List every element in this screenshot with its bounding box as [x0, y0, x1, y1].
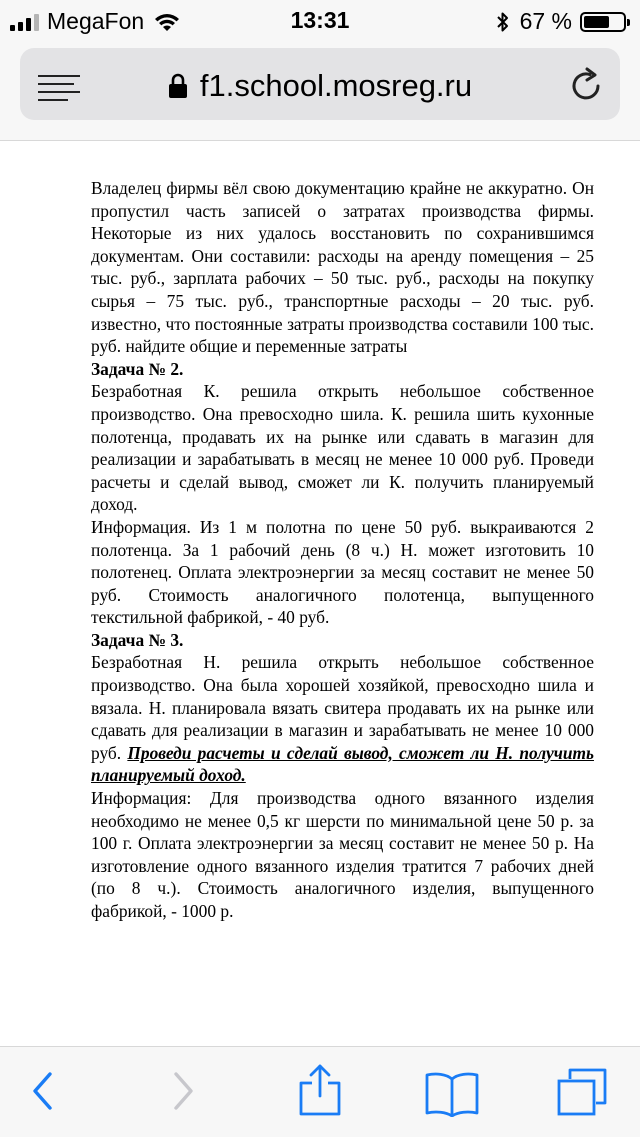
task2-info: Информация. Из 1 м полотна по цене 50 руб. выкраиваются 2 полотенца. За 1 рабочий день (8 ч.) Н. может изготовить 10 полотенец. Оплата электроэнергии за месяц составит не менее 50 руб. Стоимость аналогичного полотенца, выпущенного текстильной фабрикой, - 40 руб.: [91, 516, 594, 628]
clock: 13:31: [290, 7, 350, 33]
share-icon[interactable]: [298, 1063, 342, 1117]
url-text: f1.school.mosreg.ru: [199, 68, 473, 103]
task3-info: Информация: Для производства одного вязанного изделия необходимо не менее 0,5 кг шерсти по минимальной цене 50 р. за 100 г. Оплата электроэнергии за месяц составит не менее 50 р. На изготовление одного вязанного изделия тратится 7 рабочих дней (по 8 ч.). Стоимость аналогичного изделия, выпущенного фабрикой, - 1000 р.: [91, 788, 594, 921]
battery-percent: 67 %: [519, 8, 572, 34]
bookmarks-icon[interactable]: [424, 1071, 480, 1117]
task3-title: Задача № 3.: [91, 629, 184, 650]
status-right: [496, 8, 626, 35]
task2-title: Задача № 2.: [91, 358, 184, 379]
reload-icon[interactable]: [570, 66, 604, 102]
document-page: [91, 177, 594, 923]
carrier-name: MegaFon: [47, 8, 145, 34]
task3-paragraph: [91, 651, 594, 787]
address-bar[interactable]: [20, 48, 620, 120]
battery-fill: [584, 16, 609, 28]
forward-icon[interactable]: [170, 1069, 196, 1113]
task3-text: Безработная Н. решила открыть небольшое собственное производство. Она была хорошей хозяйкой, превосходно шила и вязала. Н. планировала вязать свитера продавать их на рынке или сдавать для реализации в магазин и зарабатывать не менее 10 000 руб.: [91, 652, 594, 763]
browser-toolbar: [0, 1046, 640, 1137]
status-bar: [0, 0, 640, 40]
url-display[interactable]: [20, 68, 620, 104]
intro-paragraph: Владелец фирмы вёл свою документацию крайне не аккуратно. Он пропустил часть записей о затратах производства фирмы. Некоторые из них удалось восстановить по сохранившимся документам. Они составили: расходы на аренду помещения – 25 тыс. руб., зарплата рабочих – 50 тыс. руб., расходы на покупку сырья – 75 тыс. руб., транспортные расходы – 20 тыс. руб. известно, что постоянные затраты производства составили 100 тыс. руб. найдите общие и переменные затраты: [91, 178, 594, 357]
back-icon[interactable]: [30, 1069, 56, 1113]
task2-text: Безработная К. решила открыть небольшое собственное производство. Она превосходно шила. К. решила шить кухонные полотенца, продавать их на рынке или сдавать в магазин для реализации и зарабатывать в месяц не менее 10 000 руб. Проведи расчеты и сделай вывод, сможет ли К. получить планируемый доход.: [91, 381, 594, 515]
bluetooth-icon: [496, 11, 510, 33]
lock-icon: [168, 73, 188, 99]
tabs-icon[interactable]: [556, 1067, 608, 1117]
task3-emphasis: Проведи расчеты и сделай вывод, сможет ли Н. получить планируемый доход.: [91, 742, 594, 786]
browser-nav-area: [0, 40, 640, 141]
battery-icon: [580, 12, 626, 32]
